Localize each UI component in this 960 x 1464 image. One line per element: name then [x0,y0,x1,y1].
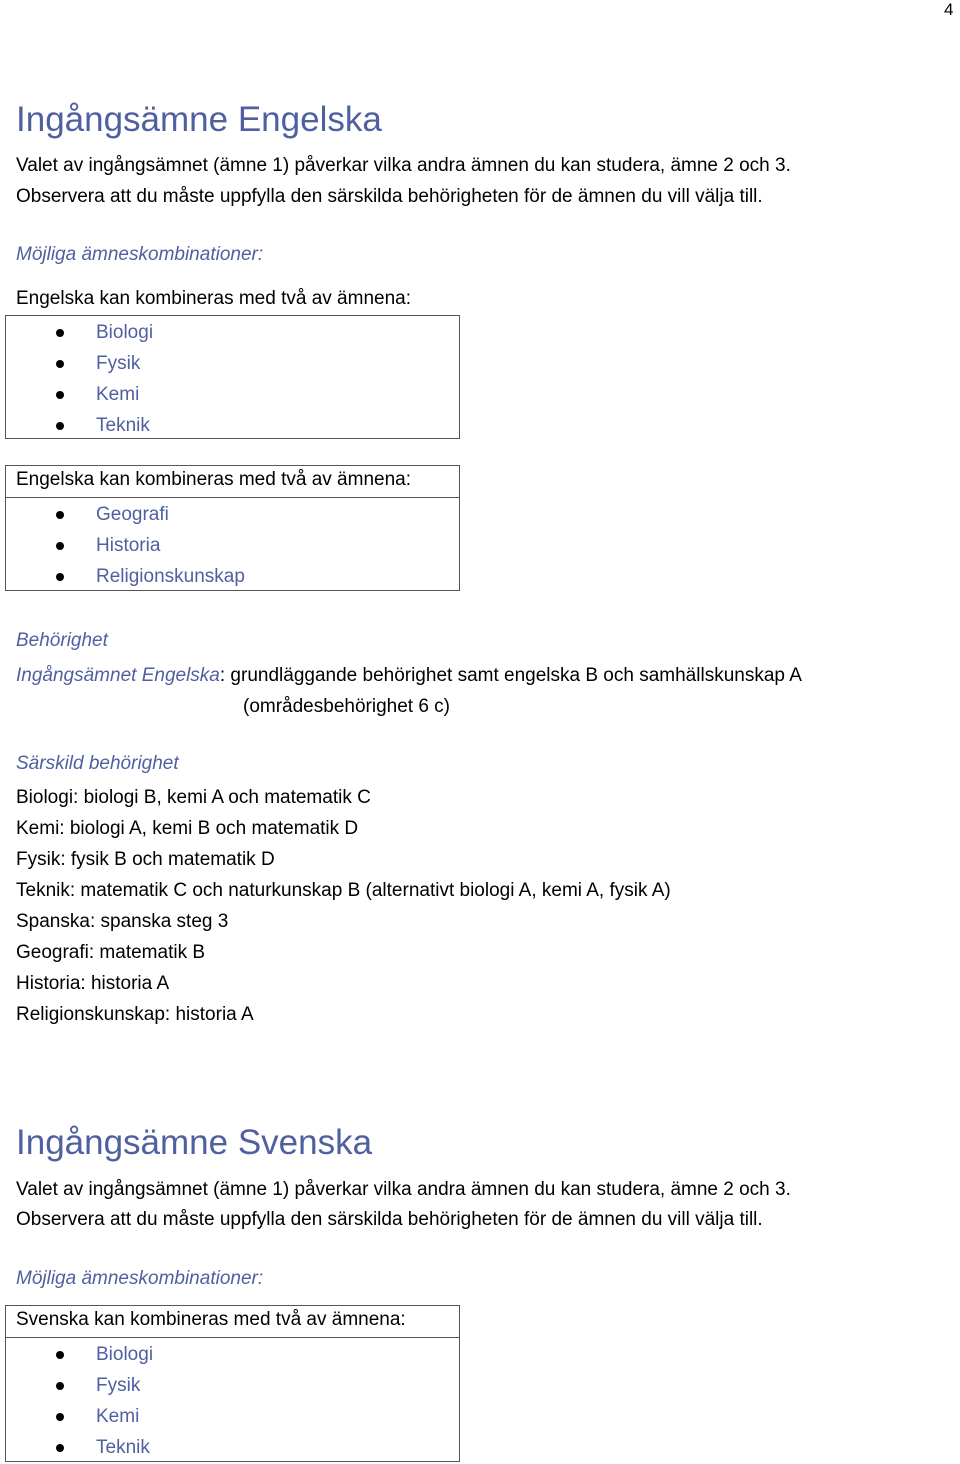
list-item: Kemi [56,1401,153,1432]
subject-list [56,317,153,441]
group-heading: Engelska kan kombineras med två av ämnena: [16,469,411,490]
list-item: Religionskunskap: historia A [16,1004,254,1025]
list-item: Geografi: matematik B [16,942,206,963]
bullet-icon [56,1413,64,1421]
bullet-icon [56,329,64,337]
divider [5,497,460,498]
bullet-icon [56,360,64,368]
list-item: Biologi [56,317,153,348]
list-item: Fysik [56,348,153,379]
list-item: Geografi [56,499,245,530]
bullet-icon [56,1351,64,1359]
list-item: Historia: historia A [16,973,170,994]
list-item: Religionskunskap [56,561,245,592]
subject-list [56,1339,153,1463]
bullet-icon [56,573,64,581]
bullet-icon [56,1444,64,1452]
list-item: Kemi: biologi A, kemi B och matematik D [16,818,359,839]
intro-line-2: Observera att du måste uppfylla den särskilda behörigheten för de ämnen du vill välja till. [16,186,763,207]
divider [5,1337,460,1338]
eligibility-description: : grundläggande behörighet samt engelska B och samhällskunskap A [219,665,802,686]
intro-line-1: Valet av ingångsämnet (ämne 1) påverkar vilka andra ämnen du kan studera, ämne 2 och 3. [16,1179,791,1200]
bullet-icon [56,1382,64,1390]
combinations-heading: Möjliga ämneskombinationer: [16,1268,264,1289]
group-heading: Svenska kan kombineras med två av ämnena: [16,1309,406,1330]
list-item: Fysik [56,1370,153,1401]
eligibility-heading: Behörighet [16,630,108,651]
bullet-icon [56,542,64,550]
special-eligibility-list [16,782,671,1030]
list-item: Spanska: spanska steg 3 [16,911,229,932]
list-item: Teknik [56,410,153,441]
list-item: Biologi: biologi B, kemi A och matematik C [16,787,371,808]
eligibility-label: Ingångsämnet Engelska [16,665,220,686]
list-item: Fysik: fysik B och matematik D [16,849,275,870]
section-title-svenska: Ingångsämne Svenska [16,1123,373,1162]
list-item: Historia [56,530,245,561]
intro-line-1: Valet av ingångsämnet (ämne 1) påverkar vilka andra ämnen du kan studera, ämne 2 och 3. [16,155,791,176]
bullet-icon [56,511,64,519]
eligibility-area: (områdesbehörighet 6 c) [243,696,450,717]
intro-line-2: Observera att du måste uppfylla den särskilda behörigheten för de ämnen du vill välja till. [16,1209,763,1230]
list-item: Biologi [56,1339,153,1370]
group-heading: Engelska kan kombineras med två av ämnena: [16,288,411,309]
eligibility-text [16,660,802,691]
list-item: Kemi [56,379,153,410]
special-eligibility-heading: Särskild behörighet [16,753,179,774]
section-title-engelska: Ingångsämne Engelska [16,100,382,139]
list-item: Teknik [56,1432,153,1463]
list-item: Teknik: matematik C och naturkunskap B (alternativt biologi A, kemi A, fysik A) [16,880,671,901]
combinations-heading: Möjliga ämneskombinationer: [16,244,264,265]
page-number: 4 [944,0,954,19]
bullet-icon [56,391,64,399]
subject-list [56,499,245,592]
bullet-icon [56,422,64,430]
